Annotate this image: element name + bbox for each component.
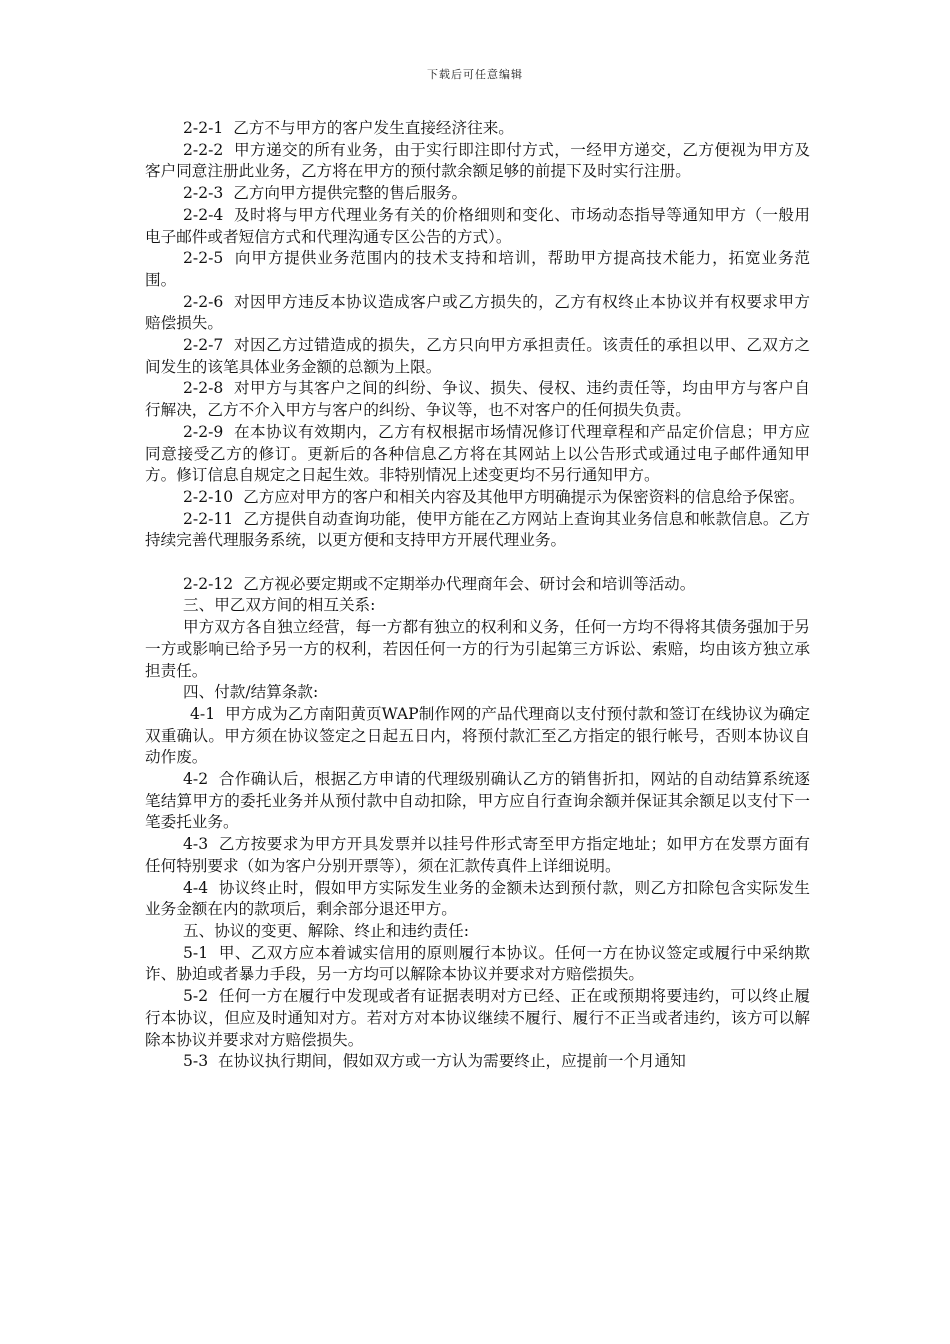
clause-2-2-9: 2-2-9 在本协议有效期内，乙方有权根据市场情况修订代理章程和产品定价信息；甲方应同意接受乙方的修订。更新后的各种信息乙方将在其网站上以公告形式或通过电子邮件通知甲方。修订信息自规定之日起生效。非特别情况上述变更均不另行通知甲方。 [145, 422, 810, 485]
clause-2-2-4: 2-2-4 及时将与甲方代理业务有关的价格细则和变化、市场动态指导等通知甲方（一般用电子邮件或者短信方式和代理沟通专区公告的方式）。 [145, 205, 810, 246]
blank-line [145, 552, 810, 574]
clause-2-2-1: 2-2-1 乙方不与甲方的客户发生直接经济往来。 [183, 119, 514, 137]
clause-2-2-7: 2-2-7 对因乙方过错造成的损失，乙方只向甲方承担责任。该责任的承担以甲、乙双方之间发生的该笔具体业务金额的总额为上限。 [145, 336, 810, 376]
clause-5-1: 5-1 甲、乙双方应本着诚实信用的原则履行本协议。任何一方在协议签定或履行中采纳欺诈、胁迫或者暴力手段，另一方均可以解除本协议并要求对方赔偿损失。 [145, 943, 810, 984]
clause-2-2-6: 2-2-6 对因甲方违反本协议造成客户或乙方损失的，乙方有权终止本协议并有权要求甲方赔偿损失。 [145, 292, 810, 333]
clause-2-2-2: 2-2-2 甲方递交的所有业务，由于实行即注即付方式，一经甲方递交，乙方便视为甲方及客户同意注册此业务，乙方将在甲方的预付款余额足够的前提下及时实行注册。 [145, 140, 810, 181]
clause-4-4: 4-4 协议终止时，假如甲方实际发生业务的金额未达到预付款，则乙方扣除包含实际发生业务金额在内的款项后，剩余部分退还甲方。 [145, 878, 810, 919]
clause-5-2: 5-2 任何一方在履行中发现或者有证据表明对方已经、正在或预期将要违约，可以终止履行本协议，但应及时通知对方。若对方对本协议继续不履行、履行不正当或者违约，该方可以解除本协议并要求对方赔偿损失。 [145, 987, 810, 1049]
clause-4-1: 4-1 甲方成为乙方南阳黄页WAP制作网的产品代理商以支付预付款和签订在线协议为确定双重确认。甲方须在协议签定之日起五日内，将预付款汇至乙方指定的银行帐号，否则本协议自动作废。 [145, 704, 810, 767]
clause-2-2-8: 2-2-8 对甲方与其客户之间的纠纷、争议、损失、侵权、违约责任等，均由甲方与客户自行解决，乙方不介入甲方与客户的纠纷、争议等，也不对客户的任何损失负责。 [145, 379, 810, 420]
section-5-heading: 五、协议的变更、解除、终止和违约责任: [183, 922, 469, 940]
section-4-heading: 四、付款/结算条款: [183, 683, 319, 702]
section-3-heading: 三、甲乙双方间的相互关系: [183, 596, 376, 615]
page-header: 下载后可任意编辑 [427, 68, 523, 81]
document-body [145, 118, 810, 1073]
section-3-body: 甲方双方各自独立经营，每一方都有独立的权利和义务，任何一方均不得将其债务强加于另一方或影响已给予另一方的权利，若因任何一方的行为引起第三方诉讼、索赔，均由该方独立承担责任。 [145, 618, 810, 680]
clause-2-2-10: 2-2-10 乙方应对甲方的客户和相关内容及其他甲方明确提示为保密资料的信息给予保密。 [183, 487, 805, 506]
clause-5-3: 5-3 在协议执行期间，假如双方或一方认为需要终止，应提前一个月通知 [183, 1052, 686, 1071]
clause-2-2-12: 2-2-12 乙方视必要定期或不定期举办代理商年会、研讨会和培训等活动。 [183, 574, 696, 593]
clause-2-2-3: 2-2-3 乙方向甲方提供完整的售后服务。 [183, 184, 468, 203]
clause-2-2-11: 2-2-11 乙方提供自动查询功能，使甲方能在乙方网站上查询其业务信息和帐款信息。乙方持续完善代理服务系统，以更方便和支持甲方开展代理业务。 [145, 509, 810, 550]
clause-2-2-5: 2-2-5 向甲方提供业务范围内的技术支持和培训，帮助甲方提高技术能力，拓宽业务范围。 [145, 249, 810, 289]
clause-4-3: 4-3 乙方按要求为甲方开具发票并以挂号件形式寄至甲方指定地址；如甲方在发票方面有任何特别要求（如为客户分别开票等），须在汇款传真件上详细说明。 [145, 835, 810, 875]
clause-4-2: 4-2 合作确认后，根据乙方申请的代理级别确认乙方的销售折扣，网站的自动结算系统逐笔结算甲方的委托业务并从预付款中自动扣除，甲方应自行查询余额并保证其余额足以支付下一笔委托业务。 [145, 770, 810, 832]
